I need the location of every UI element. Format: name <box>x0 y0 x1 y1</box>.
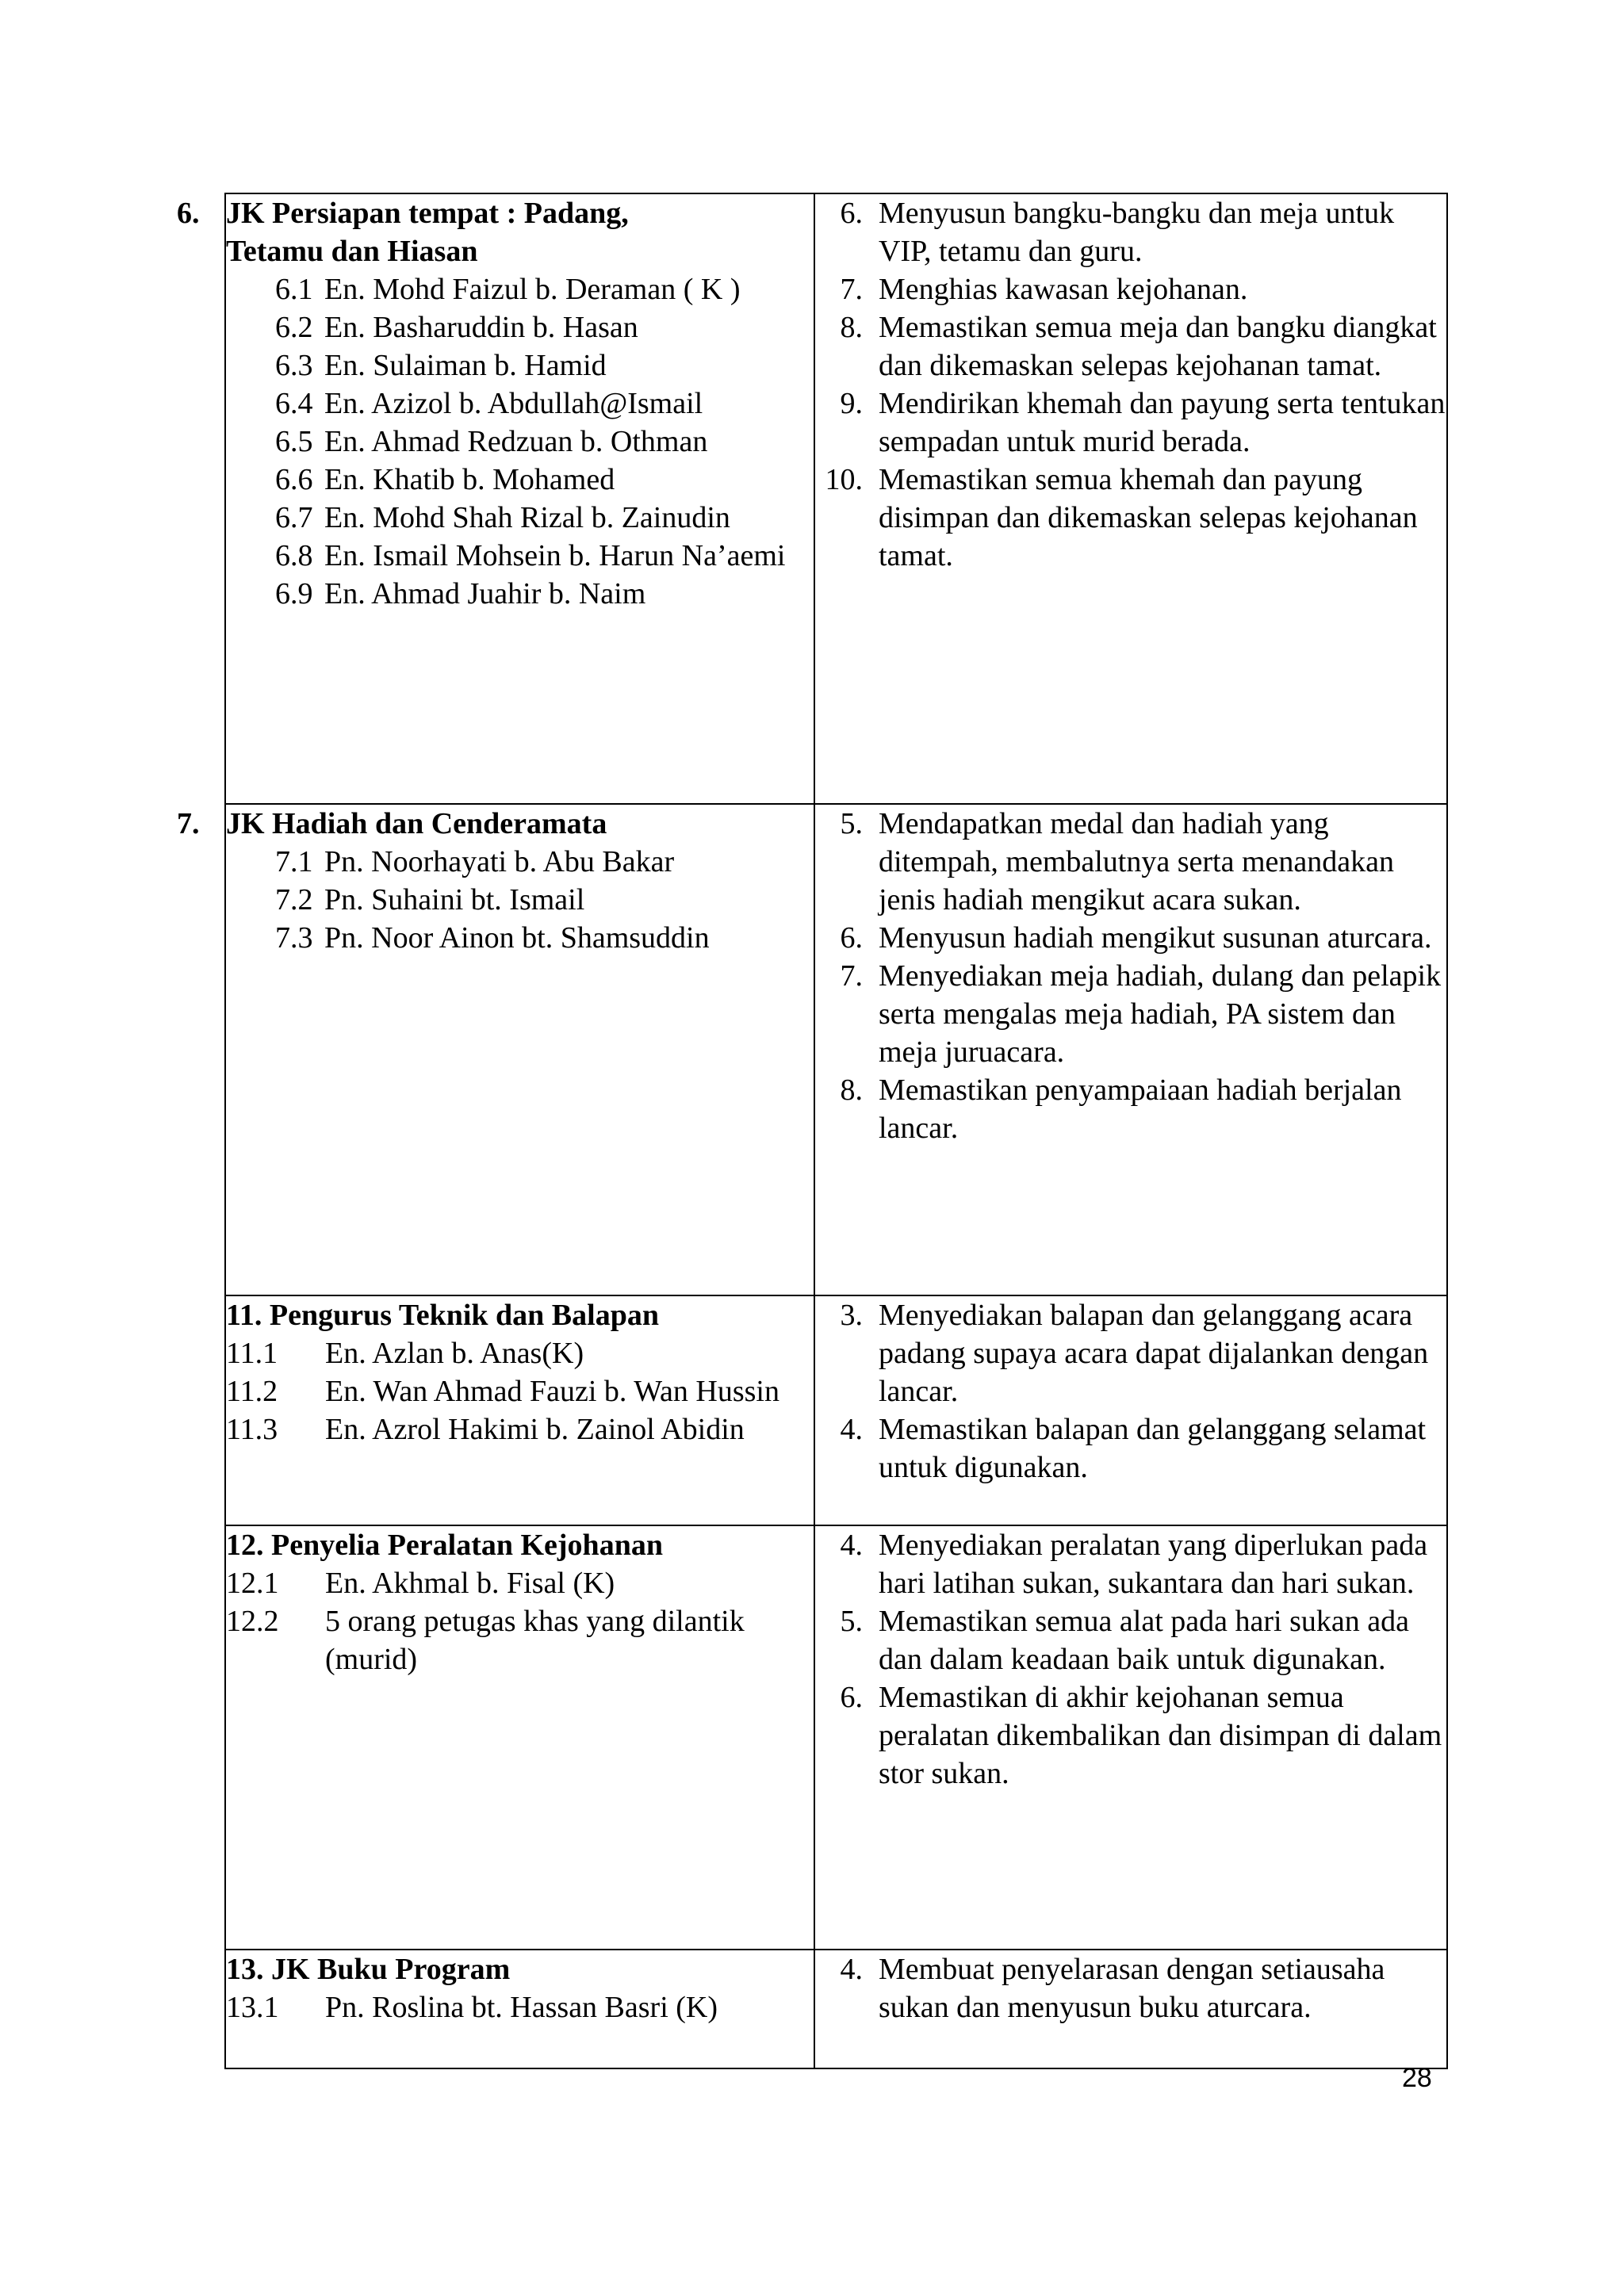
member-entry <box>226 1372 814 1410</box>
duty-text: Memastikan semua meja dan bangku diangkat dan dikemaskan selepas kejohanan tamat. <box>879 311 1437 382</box>
member-name: Pn. Suhaini bt. Ismail <box>324 883 585 916</box>
member-name: En. Ahmad Juahir b. Naim <box>324 577 646 610</box>
member-number: 11.3 <box>226 1413 278 1446</box>
duties-cell <box>814 1295 1447 1525</box>
member-name: En. Azizol b. Abdullah@Ismail <box>324 387 703 420</box>
member-name: En. Basharuddin b. Hasan <box>324 311 638 344</box>
member-number: 7.2 <box>275 883 313 916</box>
member-number: 12.2 <box>226 1605 279 1638</box>
duty-number: 6. <box>840 197 863 230</box>
committee-heading <box>177 805 814 843</box>
member-name: En. Akhmal b. Fisal (K) <box>325 1567 615 1600</box>
member-name: En. Azlan b. Anas(K) <box>325 1337 584 1370</box>
committee-cell <box>225 1295 814 1525</box>
committee-row <box>225 804 1447 1295</box>
member-name: Pn. Noor Ainon bt. Shamsuddin <box>324 921 710 955</box>
member-number: 6.3 <box>275 349 313 382</box>
member-entry <box>275 499 814 537</box>
member-name: En. Wan Ahmad Fauzi b. Wan Hussin <box>325 1375 779 1408</box>
member-entry <box>275 537 814 575</box>
member-entry <box>275 881 814 919</box>
duty-text: Memastikan semua alat pada hari sukan ada dan dalam keadaan baik untuk digunakan. <box>879 1605 1409 1676</box>
committee-number: 13. <box>226 1953 264 1986</box>
member-name: En. Khatib b. Mohamed <box>324 463 615 496</box>
member-entry <box>275 308 814 346</box>
duty-number: 7. <box>840 959 863 993</box>
duty-text: Memastikan balapan dan gelanggang selamat untuk digunakan. <box>879 1413 1427 1484</box>
member-number: 11.2 <box>226 1375 278 1408</box>
duties-cell <box>814 193 1447 804</box>
member-name: En. Sulaiman b. Hamid <box>324 349 607 382</box>
duty-text: Menyediakan peralatan yang diperlukan pada hari latihan sukan, sukantara dan hari sukan. <box>879 1529 1428 1600</box>
duty-item <box>815 385 1446 461</box>
table-body <box>177 193 1447 2068</box>
member-name: En. Mohd Shah Rizal b. Zainudin <box>324 501 730 534</box>
committee-row <box>225 193 1447 804</box>
duty-number: 3. <box>840 1299 863 1332</box>
duty-text: peralatan dikembalikan dan disimpan di dalam stor sukan. <box>879 1719 1442 1790</box>
duty-number: 4. <box>840 1529 863 1562</box>
duty-number: 5. <box>840 1605 863 1638</box>
committee-heading <box>177 194 814 270</box>
duty-number: 10. <box>825 463 863 496</box>
duty-item <box>815 1950 1446 2026</box>
member-number: 6.1 <box>275 273 313 306</box>
member-entry <box>275 270 814 308</box>
member-name: En. Ismail Mohsein b. Harun Na’aemi <box>324 539 786 572</box>
duty-text: Menyediakan balapan dan gelanggang acara padang supaya acara dapat dijalankan dengan lancar. <box>879 1299 1429 1408</box>
duty-number: 6. <box>840 1681 863 1714</box>
member-entry <box>275 843 814 881</box>
duty-text: Memastikan semua khemah dan payung disimpan dan dikemaskan selepas kejohanan tamat. <box>879 463 1418 572</box>
committee-number: 6. <box>177 197 200 230</box>
committee-row <box>225 1525 1447 1950</box>
committee-heading <box>226 1296 814 1334</box>
committee-title: Pengurus Teknik dan Balapan <box>269 1299 659 1332</box>
duty-text: Menyediakan meja hadiah, dulang dan pelapik serta mengalas meja hadiah, PA sistem dan meja juruacara. <box>879 959 1442 1069</box>
duty-text: Menyusun hadiah mengikut susunan aturcara. <box>879 921 1432 955</box>
member-number: 11.1 <box>226 1337 278 1370</box>
duty-item <box>815 270 1446 308</box>
member-number: 13.1 <box>226 1991 279 2024</box>
duties-cell <box>814 1525 1447 1950</box>
duty-item <box>815 919 1446 957</box>
duty-number: 7. <box>840 273 863 306</box>
duty-item <box>815 308 1446 385</box>
duty-number: 5. <box>840 807 863 840</box>
member-entry <box>275 385 814 423</box>
member-name: En. Ahmad Redzuan b. Othman <box>324 425 708 458</box>
duty-item <box>815 957 1446 1071</box>
member-number: 6.8 <box>275 539 313 572</box>
duty-text: Mendirikan khemah dan payung serta tentukan sempadan untuk murid berada. <box>879 387 1446 458</box>
duty-number: 4. <box>840 1953 863 1986</box>
committee-cell <box>177 193 814 804</box>
member-entry <box>275 346 814 385</box>
duty-text: Membuat penyelarasan dengan setiausaha sukan dan menyusun buku aturcara. <box>879 1953 1385 2024</box>
committee-cell <box>225 1525 814 1950</box>
member-entry <box>275 423 814 461</box>
duty-item <box>815 1296 1446 1410</box>
duty-number: 6. <box>840 921 863 955</box>
duty-item <box>815 461 1446 575</box>
duty-item <box>815 1410 1446 1487</box>
member-name: Pn. Noorhayati b. Abu Bakar <box>324 845 675 878</box>
member-number: 12.1 <box>226 1567 279 1600</box>
member-number: 6.6 <box>275 463 313 496</box>
committee-title: JK Persiapan tempat : Padang, Tetamu dan Hiasan <box>226 197 629 268</box>
member-number: 6.2 <box>275 311 313 344</box>
duty-number: 4. <box>840 1413 863 1446</box>
committee-heading <box>226 1950 814 1988</box>
duty-item <box>815 1716 1446 1793</box>
member-number: 6.5 <box>275 425 313 458</box>
duty-text: Memastikan di akhir kejohanan semua <box>879 1681 1344 1714</box>
committee-number: 12. <box>226 1529 264 1562</box>
member-entry <box>226 1334 814 1372</box>
member-number: 7.1 <box>275 845 313 878</box>
duty-item <box>815 805 1446 919</box>
committee-number: 11. <box>226 1299 262 1332</box>
committee-row <box>225 1295 1447 1525</box>
duty-item <box>815 1526 1446 1602</box>
committee-title: Penyelia Peralatan Kejohanan <box>271 1529 663 1562</box>
member-name: En. Azrol Hakimi b. Zainol Abidin <box>325 1413 745 1446</box>
member-number: 6.4 <box>275 387 313 420</box>
member-number: 6.7 <box>275 501 313 534</box>
duties-cell <box>814 804 1447 1295</box>
committee-title: JK Buku Program <box>271 1953 511 1986</box>
member-number: 6.9 <box>275 577 313 610</box>
duty-item <box>815 1602 1446 1678</box>
duty-text: Menghias kawasan kejohanan. <box>879 273 1248 306</box>
duty-item <box>815 1071 1446 1147</box>
member-entry <box>275 575 814 613</box>
duty-number: 8. <box>840 1073 863 1107</box>
committee-duties-table <box>177 193 1448 2069</box>
duties-cell <box>814 1950 1447 2068</box>
duty-number: 8. <box>840 311 863 344</box>
member-entry <box>275 919 814 957</box>
duty-text: Memastikan penyampaiaan hadiah berjalan lancar. <box>879 1073 1402 1145</box>
committee-heading <box>226 1526 814 1564</box>
member-name: Pn. Roslina bt. Hassan Basri (K) <box>325 1991 718 2024</box>
member-name: En. Mohd Faizul b. Deraman ( K ) <box>324 273 741 306</box>
committee-number: 7. <box>177 807 200 840</box>
committee-row <box>225 1950 1447 2068</box>
member-entry <box>226 1602 814 1678</box>
duty-text: Mendapatkan medal dan hadiah yang ditempah, membalutnya serta menandakan jenis hadiah mengikut acara sukan. <box>879 807 1394 916</box>
member-entry <box>226 1988 814 2026</box>
duty-text: Menyusun bangku-bangku dan meja untuk VIP, tetamu dan guru. <box>879 197 1395 268</box>
committee-cell <box>177 804 814 1295</box>
duty-item <box>815 194 1446 270</box>
committee-cell <box>225 1950 814 2068</box>
duty-number: 9. <box>840 387 863 420</box>
member-name: 5 orang petugas khas yang dilantik (murid) <box>325 1605 745 1676</box>
page-number: 28 <box>1402 2063 1432 2093</box>
member-entry <box>275 461 814 499</box>
duty-item <box>815 1678 1446 1716</box>
member-entry <box>226 1410 814 1448</box>
committee-title: JK Hadiah dan Cenderamata <box>226 807 607 840</box>
member-number: 7.3 <box>275 921 313 955</box>
member-entry <box>226 1564 814 1602</box>
